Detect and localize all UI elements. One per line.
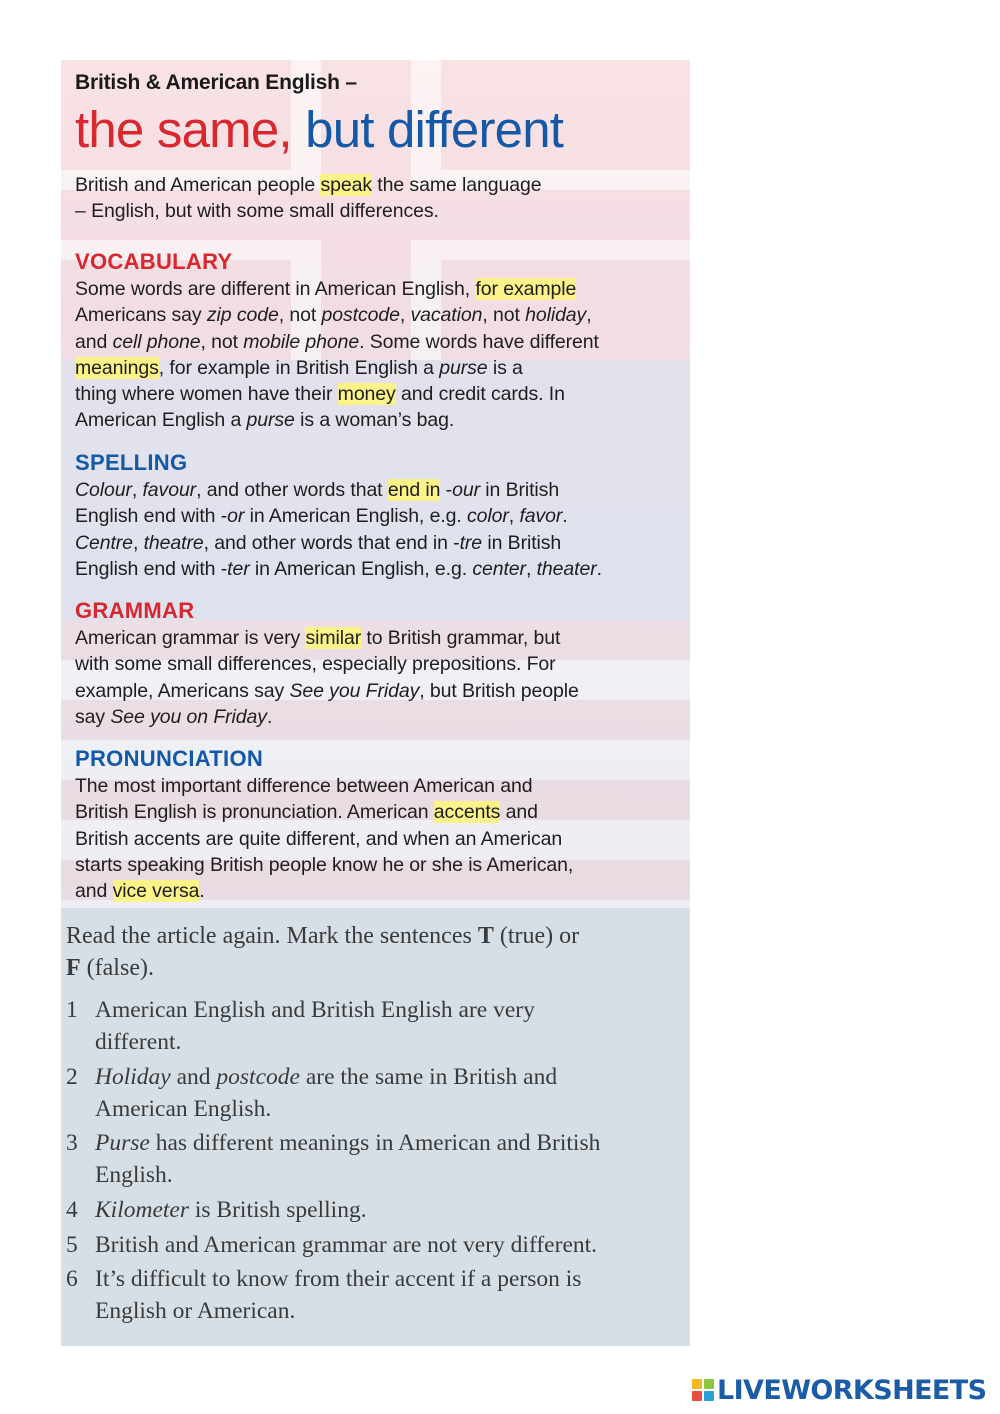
spelling-heading: SPELLING: [75, 450, 188, 475]
question-number: 6: [66, 1266, 78, 1292]
logo-square: [704, 1391, 714, 1401]
article-headline: [75, 100, 563, 160]
exercise-panel: Read the article again. Mark the sentences T (true) or F (false). 1 American English and British English are very different. 2 Holiday and postcode are the same in British and American English. 3 Purse has different meanings in American and British English. 4 Kilometer is British spelling. 5 British and American grammar are not very different. 6 It’s difficult to know from their accent if a person is English or American.: [61, 908, 690, 1346]
question-number: 2: [66, 1064, 78, 1090]
logo-square: [704, 1379, 714, 1389]
highlight-similar: similar: [305, 627, 362, 649]
pronunciation-heading: PRONUNCIATION: [75, 746, 264, 771]
logo-square: [692, 1379, 702, 1389]
logo-square: [692, 1391, 702, 1401]
highlight-vice-versa: vice versa: [112, 880, 200, 903]
grammar-paragraph: American grammar is very similar to British grammar, but with some small differences, especially prepositions. For example, Americans say See you Friday, but British people say See you on Friday.: [75, 627, 579, 728]
vocabulary-paragraph: Some words are different in American English, for example Americans say zip code, not postcode, vacation, not holiday, and cell phone, not mobile phone. Some words have different meanings, for example in British English a purse is a thing where women have their money and credit cards. In American English a purse is a woman’s bag.: [75, 278, 599, 432]
headline-blue-part: but different: [305, 101, 564, 158]
logo-text: LIVEWORKSHEETS: [717, 1374, 987, 1406]
highlight-end-in: end in: [387, 479, 441, 501]
highlight-for-example: for example: [475, 278, 577, 300]
pronunciation-paragraph: The most important difference between American and British English is pronunciation. American accents and British accents are quite different, and when an American starts speaking British people know he or she is American, and vice versa.: [75, 775, 574, 903]
question-number: 1: [66, 997, 78, 1023]
highlight-money: money: [337, 383, 396, 406]
article-panel: [61, 60, 690, 908]
question-number: 3: [66, 1130, 78, 1156]
exercise-instructions: Read the article again. Mark the sentences T (true) or F (false).: [66, 923, 580, 981]
liveworksheets-logo: [692, 1374, 986, 1406]
vocabulary-heading: VOCABULARY: [75, 249, 233, 274]
question-number: 5: [66, 1232, 78, 1258]
intro-paragraph: British and American people speak the same language – English, but with some small differences.: [75, 174, 542, 223]
headline-red-part: the same,: [75, 101, 292, 158]
article-kicker: British & American English –: [75, 71, 357, 94]
highlight-speak: speak: [320, 174, 372, 196]
grammar-heading: GRAMMAR: [75, 598, 195, 623]
question-number: 4: [66, 1197, 78, 1223]
spelling-paragraph: Colour, favour, and other words that end in -our in British English end with -or in American English, e.g. color, favor. Centre, theatre, and other words that end in -tre in British English end with -ter in American English, e.g. center, theater.: [75, 479, 602, 580]
highlight-accents: accents: [433, 801, 501, 824]
highlight-meanings: meanings: [75, 356, 159, 379]
logo-grid-icon: [692, 1379, 714, 1401]
